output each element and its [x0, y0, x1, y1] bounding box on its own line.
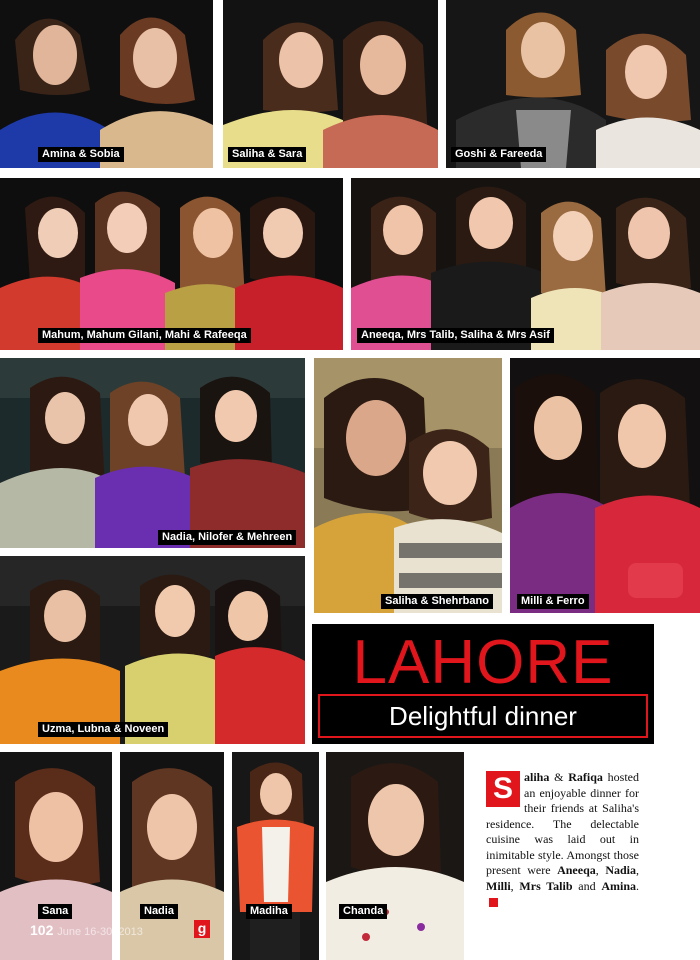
headline-block — [312, 624, 654, 744]
article-text-amp: & — [549, 770, 569, 784]
photo-amina-sobia — [0, 0, 213, 168]
separator: , — [636, 863, 640, 877]
headline-title: LAHORE — [352, 628, 614, 697]
issue-date: June 16-30, 2013 — [57, 926, 143, 938]
photo-nadia-nilofer-mehreen — [0, 358, 305, 548]
guest-name-1: Aneeqa — [557, 863, 596, 877]
photo-uzma-lubna-noveen — [0, 556, 305, 744]
caption-aneeqa-group: Aneeqa, Mrs Talib, Saliha & Mrs Asif — [357, 328, 554, 343]
good-times-logo: g — [194, 920, 210, 938]
caption-nadia-nilofer-mehreen: Nadia, Nilofer & Mehreen — [158, 530, 296, 545]
caption-chanda: Chanda — [339, 904, 387, 919]
photo-goshi-fareeda — [446, 0, 700, 168]
photo-mahum-group — [0, 178, 343, 350]
headline-subtitle: Delightful dinner — [389, 701, 577, 731]
caption-milli-ferro: Milli & Ferro — [517, 594, 589, 609]
separator: and — [572, 878, 602, 893]
host-name-2: Rafiqa — [568, 770, 603, 784]
caption-nadia: Nadia — [140, 904, 178, 919]
photo-saliha-shehrbano — [314, 358, 502, 613]
end-mark-icon — [489, 898, 498, 907]
separator: , — [595, 863, 606, 877]
drop-cap: S — [486, 771, 520, 807]
caption-sana: Sana — [38, 904, 72, 919]
guest-name-5: Amina — [601, 878, 636, 893]
page-folio — [30, 922, 143, 938]
caption-goshi-fareeda: Goshi & Fareeda — [451, 147, 546, 162]
caption-mahum-group: Mahum, Mahum Gilani, Mahi & Rafeeqa — [38, 328, 251, 343]
headline-subtitle-frame — [318, 694, 648, 738]
photo-saliha-sara — [223, 0, 438, 168]
caption-saliha-shehrbano: Saliha & Shehrbano — [381, 594, 493, 609]
photo-aneeqa-group — [351, 178, 700, 350]
separator: . — [636, 878, 639, 893]
caption-saliha-sara: Saliha & Sara — [228, 147, 306, 162]
article-body — [486, 770, 639, 910]
caption-madiha: Madiha — [246, 904, 292, 919]
caption-uzma-lubna-noveen: Uzma, Lubna & Noveen — [38, 722, 168, 737]
article-text: hosted an enjoyable dinner for their friends at Saliha's residence. The delectable cuisine was laid out in inimitable style. Amongst those present were — [486, 770, 639, 877]
guest-name-3: Milli — [486, 878, 511, 893]
caption-amina-sobia: Amina & Sobia — [38, 147, 124, 162]
photo-milli-ferro — [510, 358, 700, 613]
guest-name-4: Mrs Talib — [519, 878, 573, 893]
page-number: 102 — [30, 922, 54, 938]
separator: , — [510, 878, 520, 893]
host-name-1: aliha — [524, 770, 550, 784]
guest-name-2: Nadia — [605, 863, 637, 877]
photo-chanda — [326, 752, 464, 960]
photo-madiha — [232, 752, 319, 960]
